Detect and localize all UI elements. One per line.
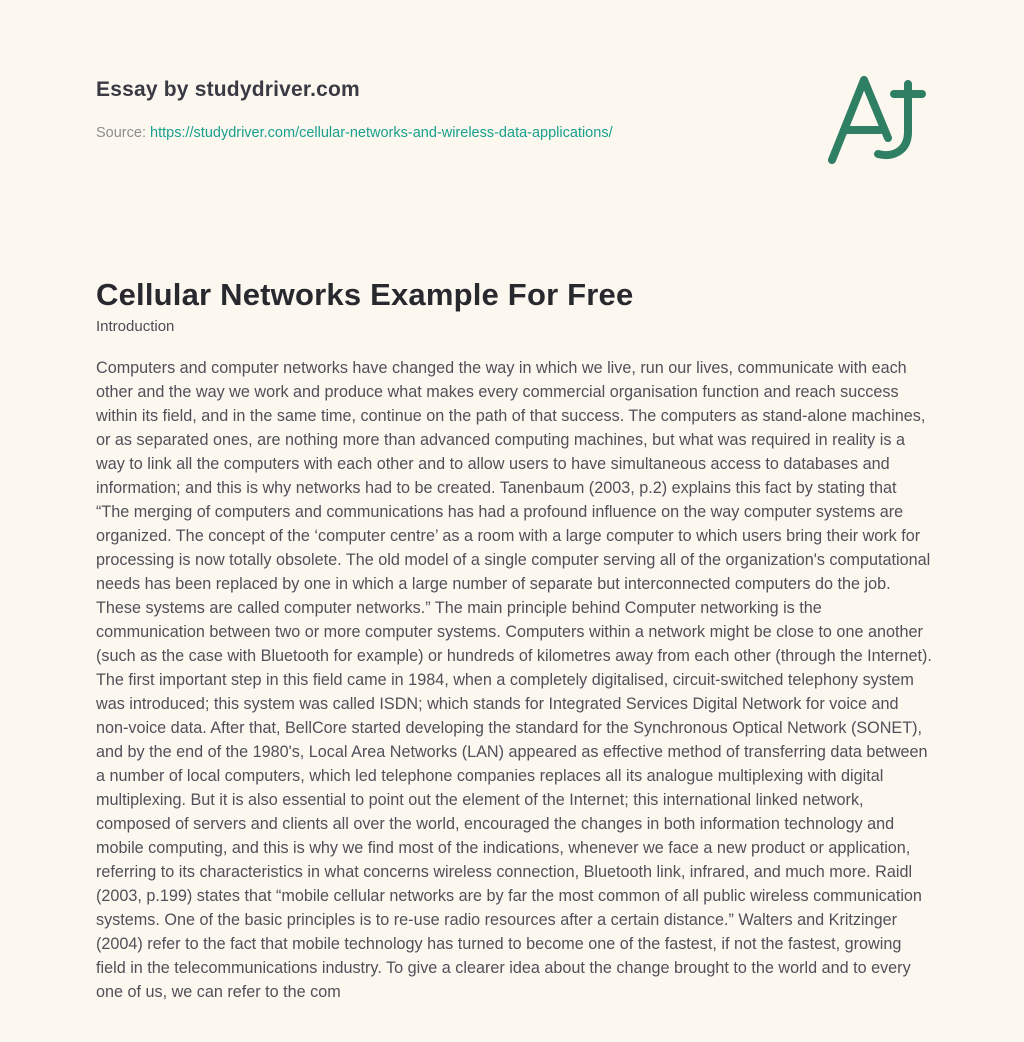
source-line [96, 125, 613, 141]
source-link[interactable]: https://studydriver.com/cellular-networks-and-wireless-data-applications/ [150, 125, 613, 141]
section-heading-introduction: Introduction [96, 318, 175, 335]
studydriver-logo-icon [822, 70, 932, 166]
source-label: Source: [96, 125, 146, 141]
essay-body: Computers and computer networks have changed the way in which we live, run our lives, communicate with each other and the way we work and produce what makes every commercial organisation function and reach success within its field, and in the same time, continue on the path of that success. The computers as stand-alone machines, or as separated ones, are nothing more than advanced computing machines, but what was required in reality is a way to link all the computers with each other and to allow users to have simultaneous access to databases and information; and this is why networks had to be created. Tanenbaum (2003, p.2) explains this fact by stating that “The merging of computers and communications has had a profound influence on the way computer systems are organized. The concept of the ‘computer centre’ as a room with a large computer to which users bring their work for processing is now totally obsolete. The old model of a single computer serving all of the organization's computational needs has been replaced by one in which a large number of separate but interconnected computers do the job. These systems are called computer networks.” The main principle behind Computer networking is the communication between two or more computer systems. Computers within a network might be close to one another (such as the case with Bluetooth for example) or hundreds of kilometres away from each other (through the Internet). The first important step in this field came in 1984, when a completely digitalised, circuit-switched telephony system was introduced; this system was called ISDN; which stands for Integrated Services Digital Network for voice and non-voice data. After that, BellCore started developing the standard for the Synchronous Optical Network (SONET), and by the end of the 1980's, Local Area Networks (LAN) appeared as effective method of transferring data between a number of local computers, which led telephone companies replaces all its analogue multiplexing with digital multiplexing. But it is also essential to point out the element of the Internet; this international linked network, composed of servers and clients all over the world, encouraged the changes in both information technology and mobile computing, and this is why we find most of the indications, whenever we face a new product or application, referring to its characteristics in what concerns wireless connection, Bluetooth link, infrared, and much more. Raidl (2003, p.199) states that “mobile cellular networks are by far the most common of all public wireless communication systems. One of the basic principles is to re-use radio resources after a certain distance.” Walters and Kritzinger (2004) refer to the fact that mobile technology has turned to become one of the fastest, if not the fastest, growing field in the telecommunications industry. To give a clearer idea about the change brought to the world and to every one of us, we can refer to the com [96, 359, 932, 1001]
byline: Essay by studydriver.com [96, 78, 360, 101]
essay-title: Cellular Networks Example For Free [96, 276, 634, 312]
